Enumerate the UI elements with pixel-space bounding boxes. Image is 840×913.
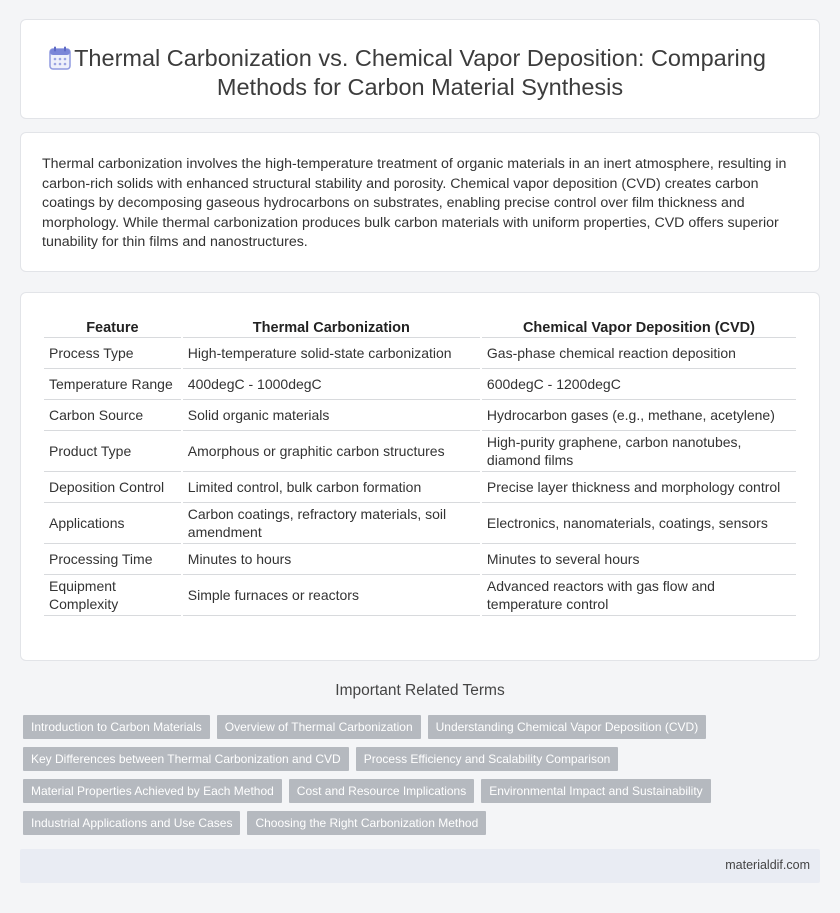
row-feature: Deposition Control bbox=[44, 472, 181, 503]
footer-site-link[interactable]: materialdif.com bbox=[725, 858, 810, 872]
row-feature: Equipment Complexity bbox=[44, 575, 181, 616]
header-thermal: Thermal Carbonization bbox=[183, 316, 480, 338]
table-row bbox=[44, 369, 796, 400]
row-cvd: 600degC - 1200degC bbox=[482, 369, 796, 400]
row-feature: Carbon Source bbox=[44, 400, 181, 431]
row-feature: Product Type bbox=[44, 431, 181, 472]
related-term-tag[interactable]: Introduction to Carbon Materials bbox=[23, 715, 210, 739]
header-feature: Feature bbox=[44, 316, 181, 338]
table-header-row bbox=[44, 316, 796, 338]
related-term-tag[interactable]: Overview of Thermal Carbonization bbox=[217, 715, 421, 739]
row-cvd: Gas-phase chemical reaction deposition bbox=[482, 338, 796, 369]
header-cvd: Chemical Vapor Deposition (CVD) bbox=[482, 316, 796, 338]
row-cvd: High-purity graphene, carbon nanotubes, diamond films bbox=[482, 431, 796, 472]
row-cvd: Advanced reactors with gas flow and temperature control bbox=[482, 575, 796, 616]
row-thermal: 400degC - 1000degC bbox=[183, 369, 480, 400]
row-cvd: Precise layer thickness and morphology control bbox=[482, 472, 796, 503]
related-term-tag[interactable]: Environmental Impact and Sustainability bbox=[481, 779, 710, 803]
related-term-tag[interactable]: Material Properties Achieved by Each Method bbox=[23, 779, 282, 803]
related-term-tag[interactable]: Cost and Resource Implications bbox=[289, 779, 474, 803]
intro-card bbox=[20, 132, 820, 272]
row-cvd: Electronics, nanomaterials, coatings, sensors bbox=[482, 503, 796, 544]
related-terms-title: Important Related Terms bbox=[335, 682, 505, 699]
row-thermal: High-temperature solid-state carbonization bbox=[183, 338, 480, 369]
row-feature: Applications bbox=[44, 503, 181, 544]
table-row bbox=[44, 544, 796, 575]
row-cvd: Minutes to several hours bbox=[482, 544, 796, 575]
row-thermal: Minutes to hours bbox=[183, 544, 480, 575]
row-feature: Process Type bbox=[44, 338, 181, 369]
row-thermal: Simple furnaces or reactors bbox=[183, 575, 480, 616]
related-term-tag[interactable]: Key Differences between Thermal Carbonization and CVD bbox=[23, 747, 349, 771]
related-term-tag[interactable]: Choosing the Right Carbonization Method bbox=[247, 811, 486, 835]
related-terms-list bbox=[23, 715, 813, 843]
comparison-card bbox=[20, 292, 820, 661]
row-thermal: Amorphous or graphitic carbon structures bbox=[183, 431, 480, 472]
related-term-tag[interactable]: Process Efficiency and Scalability Comparison bbox=[356, 747, 619, 771]
related-term-tag[interactable]: Industrial Applications and Use Cases bbox=[23, 811, 240, 835]
table-row bbox=[44, 503, 796, 544]
table-row bbox=[44, 575, 796, 616]
related-term-tag[interactable]: Understanding Chemical Vapor Deposition (CVD) bbox=[428, 715, 707, 739]
table-row bbox=[44, 472, 796, 503]
row-feature: Processing Time bbox=[44, 544, 181, 575]
table-row bbox=[44, 431, 796, 472]
table-row bbox=[44, 338, 796, 369]
row-thermal: Solid organic materials bbox=[183, 400, 480, 431]
intro-paragraph: Thermal carbonization involves the high-temperature treatment of organic materials in an inert atmosphere, resulting in carbon-rich solids with enhanced structural stability and porosity. Chemical vapor deposition (CVD) creates carbon coatings by decomposing gaseous hydrocarbons on substrates, enabling precise control over film thickness and morphology. While thermal carbonization produces bulk carbon materials with uniform properties, CVD offers superior tunability for thin films and nanostructures. bbox=[42, 156, 787, 251]
footer bbox=[20, 849, 820, 883]
row-feature: Temperature Range bbox=[44, 369, 181, 400]
title-card bbox=[20, 19, 820, 119]
comparison-table bbox=[42, 316, 798, 616]
row-thermal: Limited control, bulk carbon formation bbox=[183, 472, 480, 503]
page-title: Thermal Carbonization vs. Chemical Vapor Deposition: Comparing Methods for Carbon Material Synthesis bbox=[74, 45, 766, 100]
table-row bbox=[44, 400, 796, 431]
row-thermal: Carbon coatings, refractory materials, soil amendment bbox=[183, 503, 480, 544]
row-cvd: Hydrocarbon gases (e.g., methane, acetylene) bbox=[482, 400, 796, 431]
